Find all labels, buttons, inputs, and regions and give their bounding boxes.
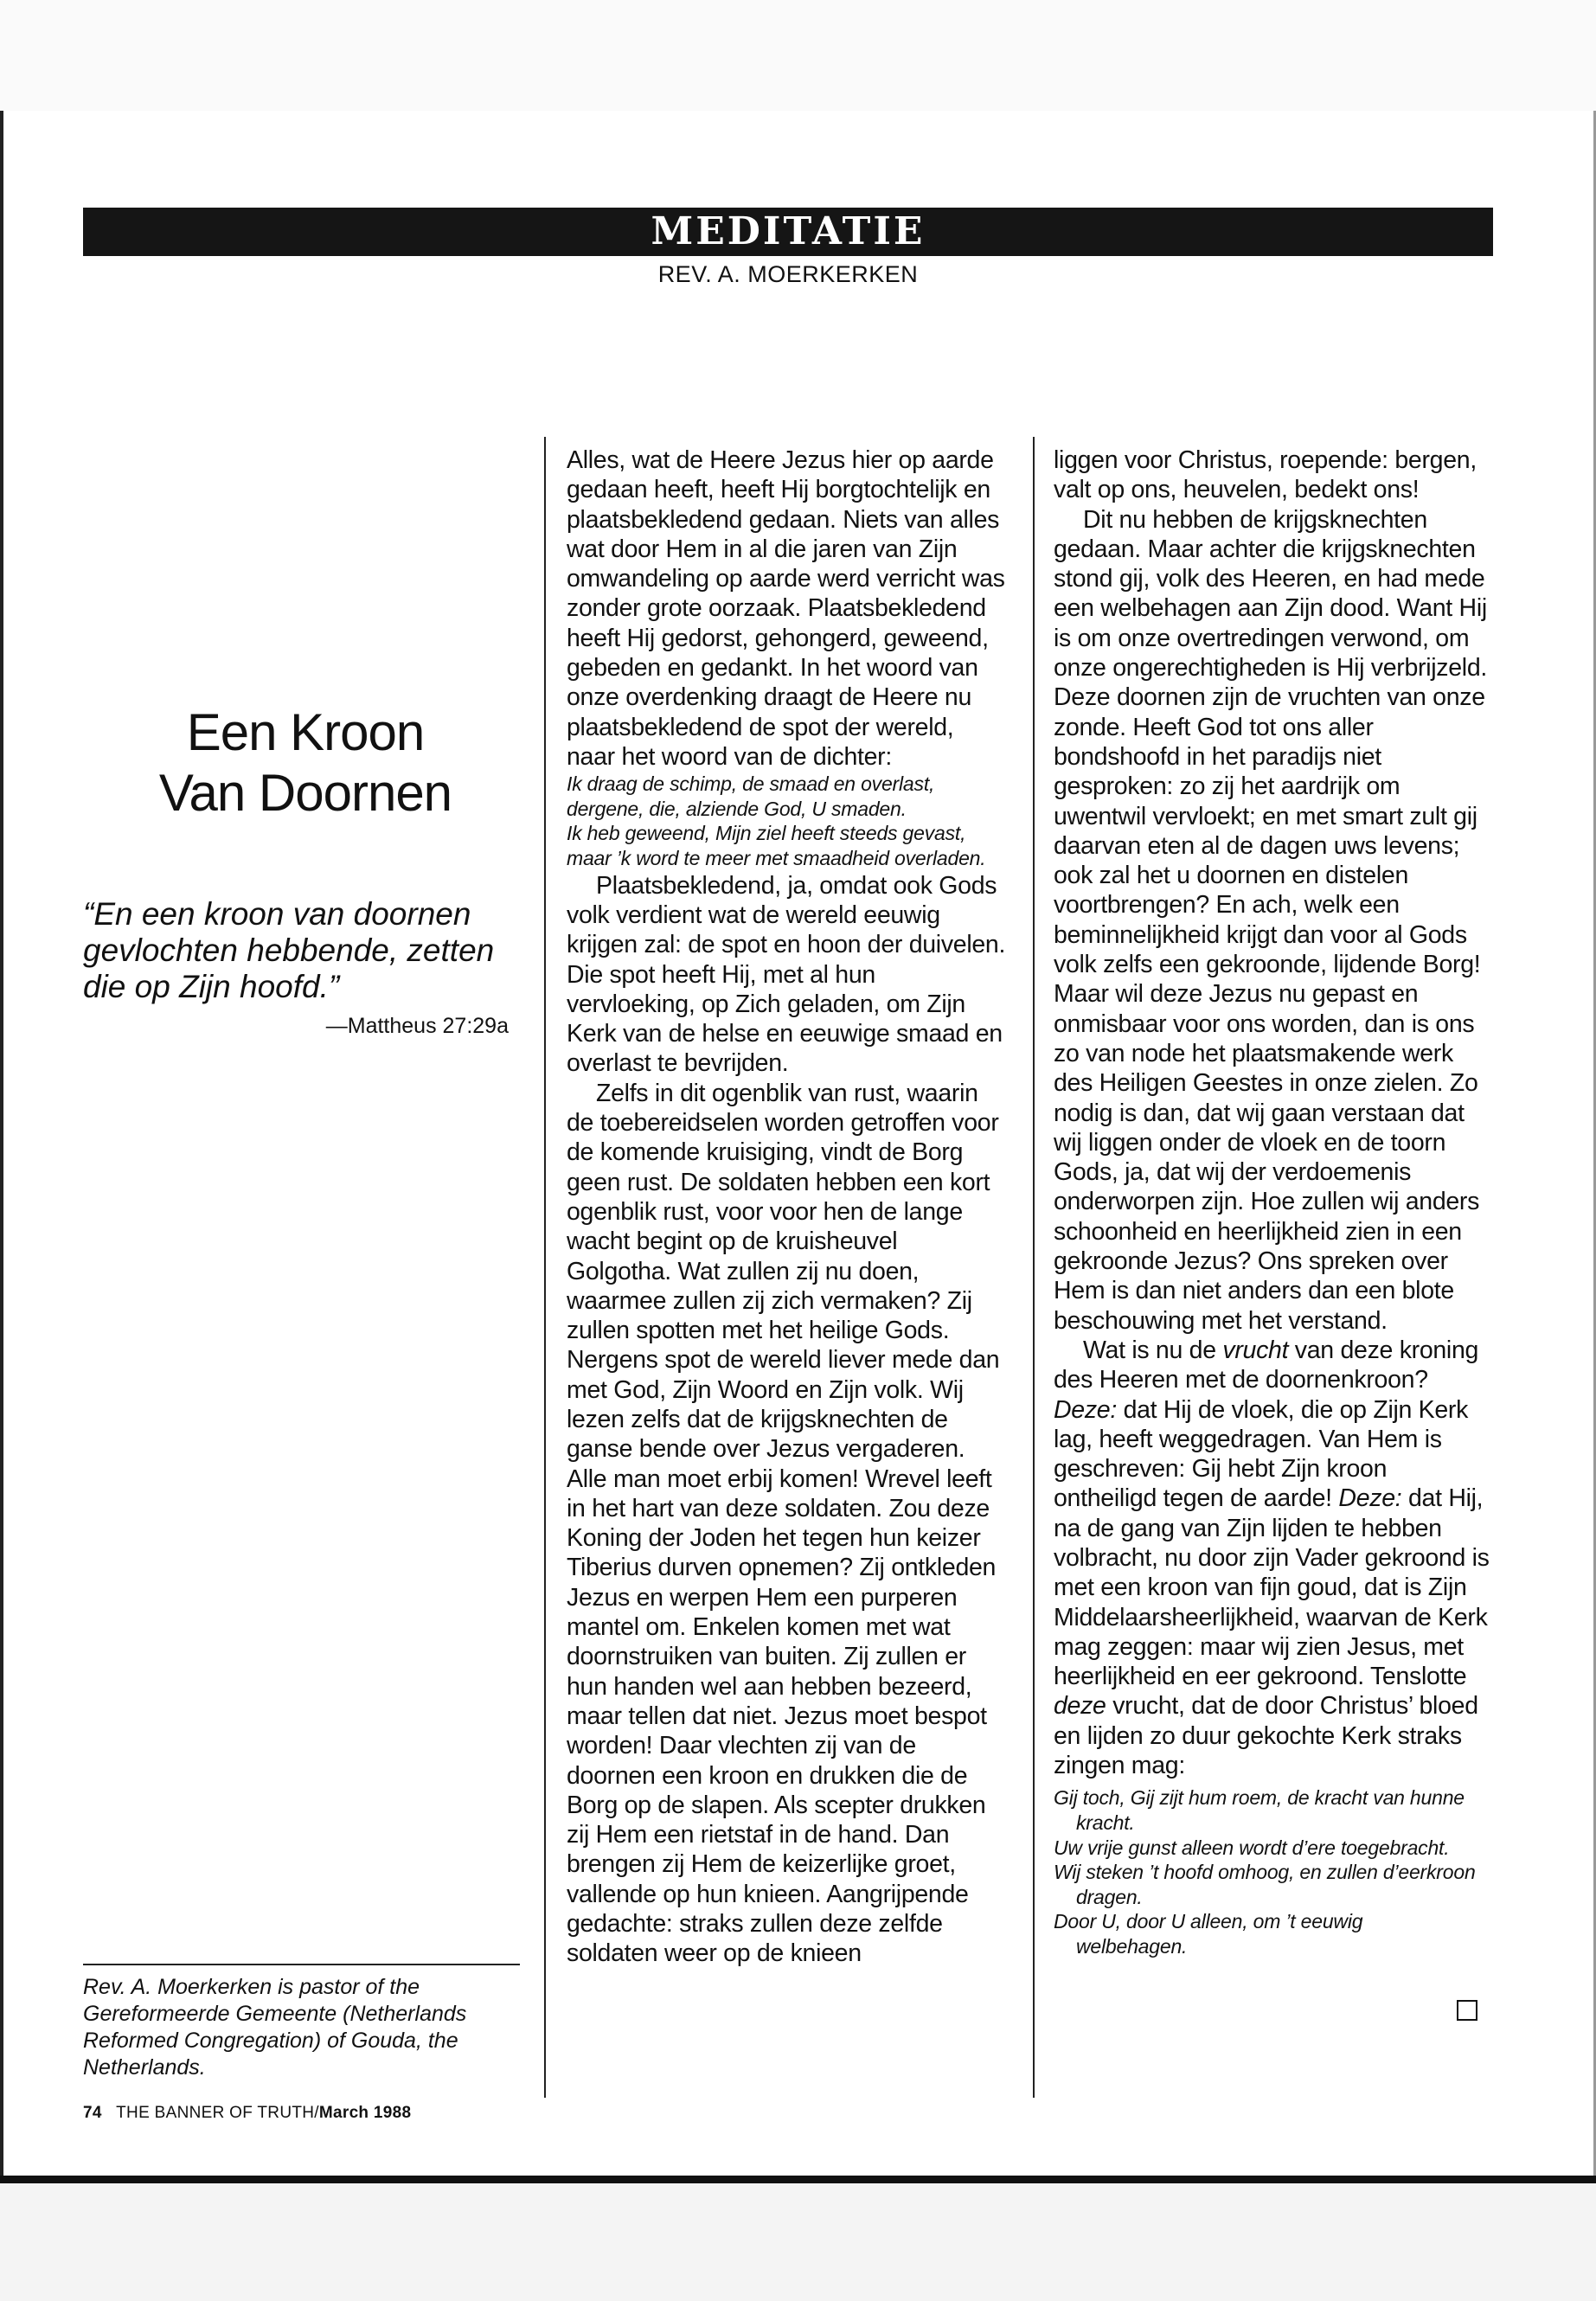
poem-line: Ik heb geweend, Mijn ziel heeft steeds gevast, <box>567 822 966 845</box>
text-run: dat Hij, na de gang van Zijn lijden te hebben volbracht, nu door zijn Vader gekroond is met een kroon van fijn goud, dat is Zijn Middelaarsheerlijkheid, waarvan de Kerk mag zeggen: maar wij zien Jesus, met heerlijkheid en eer gekroond. Tenslotte <box>1054 1484 1490 1691</box>
paragraph: Zelfs in dit ogenblik van rust, waarin de toebereidselen worden getroffen voor de komende kruisiging, vindt de Borg geen rust. De soldaten hebben een kort ogenblik rust, voor voor hen de lange wacht begint op de kruisheuvel Golgotha. Wat zullen zij nu doen, waarmee zullen zij zich vermaken? Zij zullen spotten met het heilige Gods. Nergens spot de wereld liever mede dan met God, Zijn Woord en Zijn volk. Wij lezen zelfs dat de krijgsknechten de ganse bende over Jezus vergaderen. Alle man moet erbij komen! Wrevel leeft in het hart van deze soldaten. Zou deze Koning der Joden het tegen hun keizer Tiberius durven opnemen? Zij ontkleden Jezus en werpen Hem een purperen mantel om. Enkelen komen met wat doornstruiken van buiten. Zij zullen er hun handen wel aan hebben bezeerd, maar tellen dat niet. Jezus moet bespot worden! Daar vlechten zij van de doornen een kroon en drukken die de Borg op de slapen. Als scepter drukken zij Hem een rietstaf in de hand. Dan brengen zij Hem de keizerlijke groet, vallende op hun knieen. Aangrijpende gedachte: straks zullen deze zelfde soldaten weer op de knieen <box>567 1079 1000 1968</box>
poem-line: maar ’k word te meer met smaadheid overladen. <box>567 847 986 870</box>
paragraph: Alles, wat de Heere Jezus hier op aarde gedaan heeft, heeft Hij borgtochtelijk en plaatsbekledend gedaan. Niets van alles wat door Hem in al die jaren van Zijn omwandeling op aarde werd verricht was zonder grote oorzaak. Plaatsbekledend heeft Hij gedorst, gehongerd, geweend, gebeden en gedankt. In het woord van onze overdenking draagt de Heere nu plaatsbekledend de spot der wereld, naar het woord van de dichter: <box>567 446 1005 771</box>
poem-line: Gij toch, Gij zijt hum roem, de kracht van hunne kracht. <box>1054 1786 1465 1834</box>
emphasis: deze <box>1054 1692 1106 1721</box>
text-run: dat Hij de vloek, die op Zijn Kerk lag, heeft weggedragen. Van Hem is geschreven: Gij hebt Zijn kroon ontheiligd tegen de aarde! <box>1054 1395 1469 1513</box>
emphasis: Deze: <box>1338 1484 1402 1513</box>
scan-bottom-bar <box>0 2176 1596 2183</box>
end-of-article-square-icon <box>1457 2000 1477 2021</box>
column-divider-middle <box>1033 437 1035 2098</box>
text-run: van deze kroning des Heeren met de doornenkroon? <box>1054 1336 1479 1394</box>
issue-date: March 1988 <box>318 2104 412 2122</box>
column-divider-left <box>544 437 546 2098</box>
poem-stanza <box>567 772 1008 870</box>
page-footer <box>83 2104 411 2123</box>
article-column-1 <box>567 445 1008 1969</box>
paragraph <box>1054 1336 1495 1780</box>
author-bio: Rev. A. Moerkerken is pastor of the Gereformeerde Gemeente (Netherlands Reformed Congregation) of Gouda, the Netherlands. <box>83 1975 467 2080</box>
poem-line: Wij steken ’t hoofd omhoog, en zullen d’eerkroon dragen. <box>1054 1861 1476 1908</box>
text-run: vrucht, dat de door Christus’ bloed en lijden zo duur gekochte Kerk straks zingen mag: <box>1054 1692 1478 1780</box>
article-title <box>83 702 528 824</box>
scan-bottom-margin <box>0 2178 1596 2301</box>
poem-line: dergene, die, alziende God, U smaden. <box>567 797 907 820</box>
poem-line: Uw vrije gunst alleen wordt d’ere toegebracht. <box>1054 1836 1450 1859</box>
publication-name: THE BANNER OF TRUTH <box>116 2104 315 2122</box>
poem-stanza <box>1054 1785 1495 1958</box>
article-title-line-1: Een Kroon <box>186 703 425 761</box>
scan-top-margin <box>0 0 1596 111</box>
article-column-2 <box>1054 445 1495 1959</box>
paragraph: Dit nu hebben de krijgsknechten gedaan. Maar achter die krijgsknechten stond gij, volk des Heeren, en had mede een welbehagen aan Zijn dood. Want Hij is om onze overtredingen verwond, om onze ongerechtigheden is Hij verbrijzeld. Deze doornen zijn de vruchten van onze zonde. Heeft God tot ons aller bondshoofd in het paradijs niet gesproken: zo zij het aardrijk om uwentwil vervloekt; en met smart zult gij daarvan eten al de dagen uws levens; ook zal het u doornen en distelen voortbrengen? En ach, welk een beminnelijkheid krijgt dan voor al Gods volk zelfs een gekroonde, lijdende Borg! Maar wil deze Jezus nu gepast en onmisbaar voor ons worden, dan is ons zo van node het plaatsmakende werk des Heiligen Geestes in onze zielen. Zo nodig is dan, dat wij gaan verstaan dat wij liggen onder de vloek en de toorn Gods, ja, dat wij der verdoemenis onderworpen zijn. Hoe zullen wij anders schoonheid en heerlijkheid zien in een gekroonde Jezus? Ons spreken over Hem is dan niet anders dan een blote beschouwing met het verstand. <box>1054 505 1487 1335</box>
page-number: 74 <box>83 2104 102 2122</box>
bio-divider <box>83 1964 520 1965</box>
poem-line: Door U, door U alleen, om ’t eeuwig welbehagen. <box>1054 1910 1363 1958</box>
text-run: Wat is nu de <box>1083 1336 1223 1364</box>
emphasis: vrucht <box>1222 1336 1289 1364</box>
poem-line: Ik draag de schimp, de smaad en overlast, <box>567 772 935 796</box>
section-title: MEDITATIE <box>651 209 926 253</box>
epigraph-reference: —Mattheus 27:29a <box>325 1014 509 1038</box>
footer-separator: / <box>314 2104 319 2122</box>
paragraph: liggen voor Christus, roepende: bergen, valt op ons, heuvelen, bedekt ons! <box>1054 446 1477 504</box>
emphasis: Deze: <box>1054 1395 1117 1424</box>
article-title-line-2: Van Doornen <box>158 764 452 822</box>
paragraph: Plaatsbekledend, ja, omdat ook Gods volk verdient wat de wereld eeuwig krijgen zal: de spot en hoon der duivelen. Die spot heeft Hij, met al hun vervloeking, op Zich geladen, om Zijn Kerk van de helse en eeuwige smaad en overlast te bevrijden. <box>567 871 1006 1078</box>
section-banner <box>83 208 1493 256</box>
epigraph-quote: “En een kroon van doornen gevlochten hebbende, zetten die op Zijn hoofd.” <box>83 896 495 1004</box>
author-byline: REV. A. MOERKERKEN <box>657 261 919 287</box>
scan-left-edge <box>0 111 3 2178</box>
